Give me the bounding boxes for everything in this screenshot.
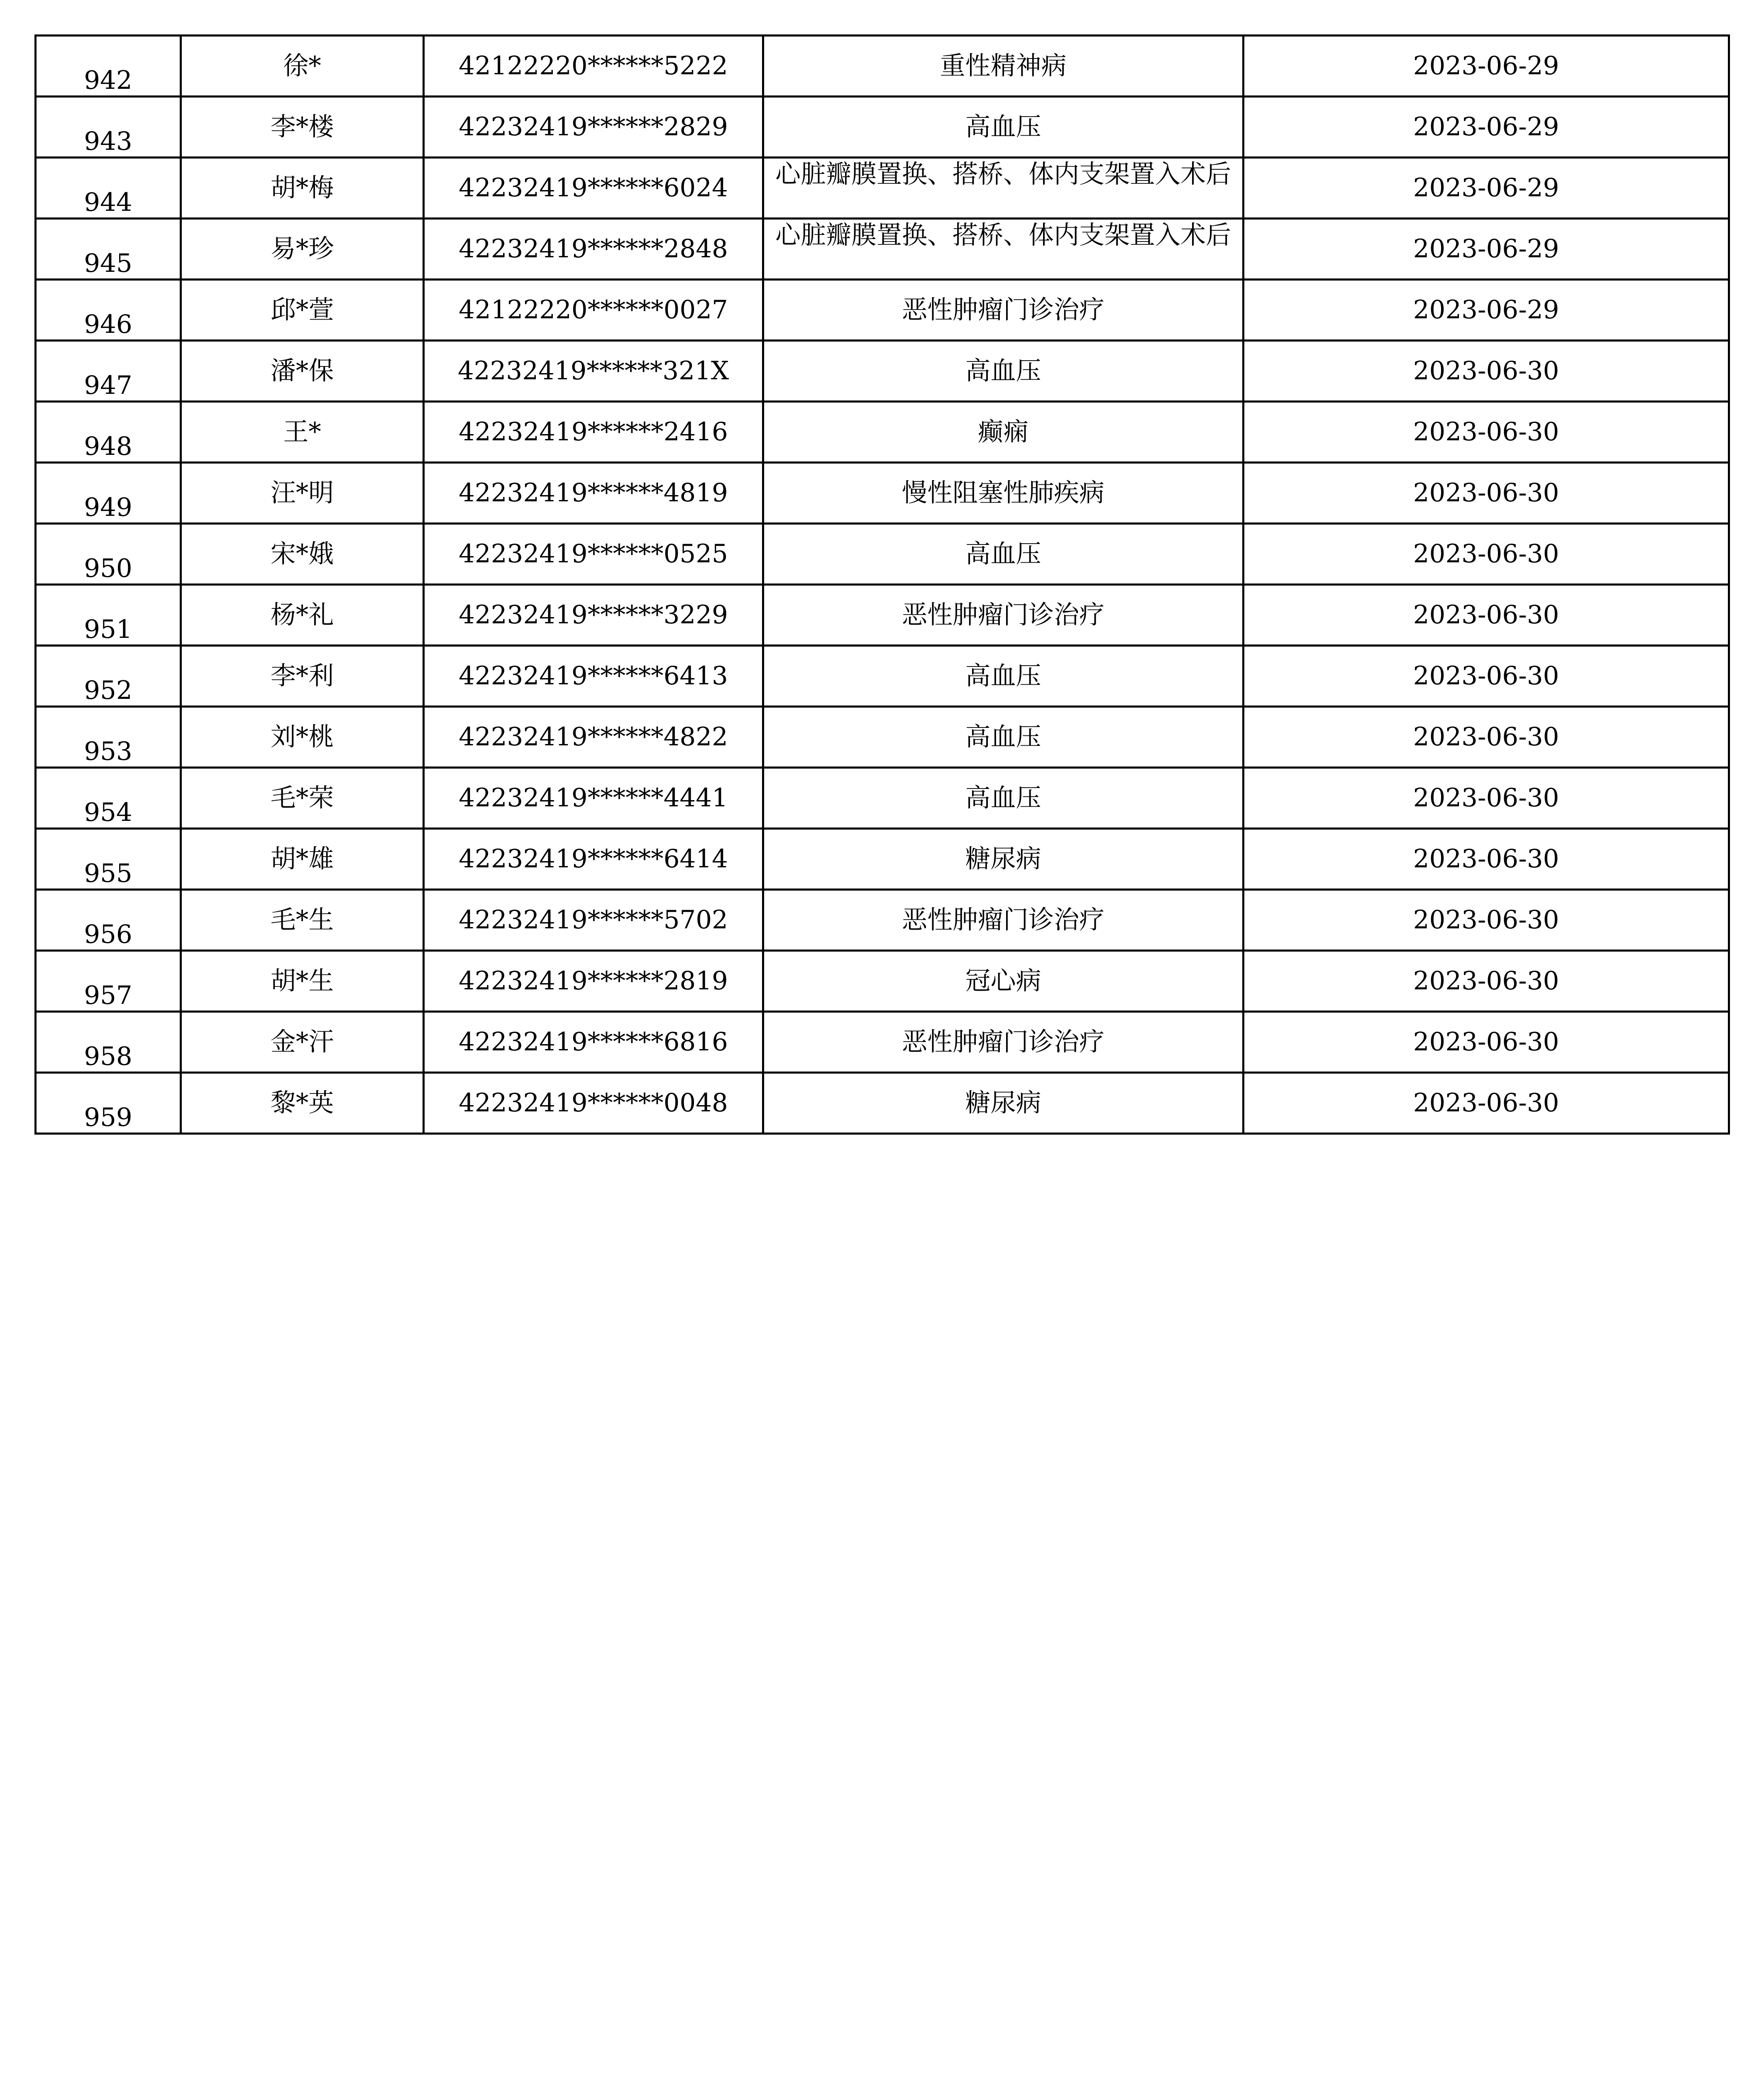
disease-name: 糖尿病 xyxy=(965,844,1041,874)
id-number: 42232419******2829 xyxy=(459,112,728,142)
table-row xyxy=(36,585,1729,646)
disease-name: 糖尿病 xyxy=(965,1088,1041,1118)
disease-cell xyxy=(763,707,1244,768)
name-cell xyxy=(181,341,424,402)
patient-name: 胡*雄 xyxy=(270,844,334,874)
disease-name: 心脏瓣膜置换、搭桥、体内支架置入术后 xyxy=(775,220,1231,250)
patient-name: 李*楼 xyxy=(270,112,334,142)
id-cell xyxy=(424,402,763,463)
id-cell xyxy=(424,707,763,768)
disease-name: 高血压 xyxy=(965,539,1041,569)
record-date: 2023-06-30 xyxy=(1413,478,1559,508)
table-row xyxy=(36,707,1729,768)
table-row xyxy=(36,402,1729,463)
row-number: 959 xyxy=(84,1103,132,1132)
record-date: 2023-06-30 xyxy=(1413,1027,1559,1057)
row-number-cell xyxy=(36,768,181,829)
row-number-cell xyxy=(36,402,181,463)
row-number: 951 xyxy=(84,615,132,644)
patient-name: 刘*桃 xyxy=(270,722,334,752)
disease-name: 恶性肿瘤门诊治疗 xyxy=(902,1027,1104,1057)
patient-name: 徐* xyxy=(283,51,321,81)
disease-cell xyxy=(763,1073,1244,1134)
date-cell xyxy=(1244,463,1729,524)
id-cell xyxy=(424,341,763,402)
id-number: 42232419******2848 xyxy=(459,234,728,264)
date-cell xyxy=(1244,341,1729,402)
id-number: 42232419******0048 xyxy=(459,1088,728,1118)
row-number: 956 xyxy=(84,920,132,949)
table-row xyxy=(36,951,1729,1012)
row-number-cell xyxy=(36,1073,181,1134)
disease-name: 高血压 xyxy=(965,722,1041,752)
row-number: 949 xyxy=(84,493,132,522)
disease-name: 恶性肿瘤门诊治疗 xyxy=(902,905,1104,935)
row-number: 950 xyxy=(84,554,132,583)
record-date: 2023-06-29 xyxy=(1413,51,1559,81)
id-cell xyxy=(424,829,763,890)
record-date: 2023-06-29 xyxy=(1413,295,1559,325)
record-date: 2023-06-30 xyxy=(1413,966,1559,996)
name-cell xyxy=(181,158,424,219)
record-date: 2023-06-30 xyxy=(1413,600,1559,630)
record-date: 2023-06-29 xyxy=(1413,173,1559,203)
date-cell xyxy=(1244,36,1729,97)
name-cell xyxy=(181,1012,424,1073)
disease-cell xyxy=(763,219,1244,280)
date-cell xyxy=(1244,951,1729,1012)
id-number: 42232419******2416 xyxy=(459,417,728,447)
name-cell xyxy=(181,280,424,341)
disease-name: 癫痫 xyxy=(977,417,1029,447)
id-cell xyxy=(424,97,763,158)
row-number-cell xyxy=(36,280,181,341)
date-cell xyxy=(1244,402,1729,463)
date-cell xyxy=(1244,585,1729,646)
disease-cell xyxy=(763,585,1244,646)
row-number-cell xyxy=(36,646,181,707)
table-row xyxy=(36,97,1729,158)
row-number-cell xyxy=(36,585,181,646)
row-number: 953 xyxy=(84,737,132,766)
date-cell xyxy=(1244,1073,1729,1134)
record-date: 2023-06-30 xyxy=(1413,844,1559,874)
id-cell xyxy=(424,524,763,585)
name-cell xyxy=(181,951,424,1012)
id-number: 42232419******2819 xyxy=(459,966,728,996)
date-cell xyxy=(1244,890,1729,951)
patient-name: 杨*礼 xyxy=(270,600,334,630)
row-number: 958 xyxy=(84,1042,132,1071)
id-cell xyxy=(424,219,763,280)
row-number: 947 xyxy=(84,371,132,400)
date-cell xyxy=(1244,829,1729,890)
disease-cell xyxy=(763,402,1244,463)
id-number: 42232419******5702 xyxy=(459,905,728,935)
row-number-cell xyxy=(36,341,181,402)
row-number: 944 xyxy=(84,188,132,217)
table-row xyxy=(36,158,1729,219)
record-date: 2023-06-29 xyxy=(1413,112,1559,142)
disease-name: 恶性肿瘤门诊治疗 xyxy=(902,600,1104,630)
id-cell xyxy=(424,36,763,97)
patient-name: 黎*英 xyxy=(270,1088,334,1118)
patient-name: 毛*荣 xyxy=(270,783,334,813)
disease-cell xyxy=(763,951,1244,1012)
disease-cell xyxy=(763,97,1244,158)
row-number: 945 xyxy=(84,249,132,278)
row-number: 942 xyxy=(84,66,132,95)
record-date: 2023-06-30 xyxy=(1413,539,1559,569)
id-cell xyxy=(424,768,763,829)
disease-cell xyxy=(763,1012,1244,1073)
id-number: 42232419******6414 xyxy=(459,844,728,874)
name-cell xyxy=(181,707,424,768)
patient-name: 邱*萱 xyxy=(270,295,334,325)
disease-cell xyxy=(763,829,1244,890)
disease-cell xyxy=(763,36,1244,97)
id-cell xyxy=(424,158,763,219)
name-cell xyxy=(181,829,424,890)
row-number: 943 xyxy=(84,127,132,156)
row-number: 952 xyxy=(84,676,132,705)
disease-cell xyxy=(763,341,1244,402)
name-cell xyxy=(181,463,424,524)
id-number: 42122220******0027 xyxy=(459,295,728,325)
name-cell xyxy=(181,97,424,158)
id-number: 42122220******5222 xyxy=(459,51,728,81)
date-cell xyxy=(1244,524,1729,585)
record-date: 2023-06-30 xyxy=(1413,417,1559,447)
disease-cell xyxy=(763,890,1244,951)
disease-name: 恶性肿瘤门诊治疗 xyxy=(902,295,1104,325)
name-cell xyxy=(181,585,424,646)
row-number-cell xyxy=(36,219,181,280)
record-date: 2023-06-30 xyxy=(1413,905,1559,935)
record-date: 2023-06-30 xyxy=(1413,356,1559,386)
id-number: 42232419******321X xyxy=(457,356,729,386)
patient-name: 潘*保 xyxy=(270,356,334,386)
name-cell xyxy=(181,646,424,707)
name-cell xyxy=(181,1073,424,1134)
id-cell xyxy=(424,585,763,646)
disease-name: 心脏瓣膜置换、搭桥、体内支架置入术后 xyxy=(775,159,1231,189)
record-date: 2023-06-30 xyxy=(1413,661,1559,691)
records-table-body xyxy=(36,36,1729,1134)
table-row xyxy=(36,36,1729,97)
row-number-cell xyxy=(36,158,181,219)
date-cell xyxy=(1244,158,1729,219)
row-number-cell xyxy=(36,951,181,1012)
date-cell xyxy=(1244,97,1729,158)
patient-name: 金*汗 xyxy=(270,1027,334,1057)
row-number: 948 xyxy=(84,432,132,461)
id-number: 42232419******3229 xyxy=(459,600,728,630)
date-cell xyxy=(1244,707,1729,768)
name-cell xyxy=(181,219,424,280)
disease-name: 高血压 xyxy=(965,356,1041,386)
table-row xyxy=(36,768,1729,829)
id-number: 42232419******0525 xyxy=(459,539,728,569)
name-cell xyxy=(181,402,424,463)
id-cell xyxy=(424,646,763,707)
name-cell xyxy=(181,890,424,951)
table-row xyxy=(36,1073,1729,1134)
patient-name: 汪*明 xyxy=(270,478,334,508)
row-number: 955 xyxy=(84,859,132,888)
disease-cell xyxy=(763,524,1244,585)
disease-name: 重性精神病 xyxy=(940,51,1067,81)
row-number: 954 xyxy=(84,798,132,827)
record-date: 2023-06-30 xyxy=(1413,1088,1559,1118)
id-number: 42232419******4822 xyxy=(459,722,728,752)
patient-name: 毛*生 xyxy=(270,905,334,935)
disease-name: 冠心病 xyxy=(965,966,1041,996)
name-cell xyxy=(181,768,424,829)
date-cell xyxy=(1244,1012,1729,1073)
id-number: 42232419******6413 xyxy=(459,661,728,691)
patient-name: 易*珍 xyxy=(270,234,334,264)
record-date: 2023-06-30 xyxy=(1413,722,1559,752)
id-cell xyxy=(424,1073,763,1134)
disease-name: 高血压 xyxy=(965,112,1041,142)
date-cell xyxy=(1244,219,1729,280)
disease-name: 高血压 xyxy=(965,661,1041,691)
disease-cell xyxy=(763,768,1244,829)
id-cell xyxy=(424,463,763,524)
date-cell xyxy=(1244,768,1729,829)
patient-name: 王* xyxy=(283,417,321,447)
id-cell xyxy=(424,280,763,341)
patient-name: 胡*梅 xyxy=(270,173,334,203)
id-number: 42232419******4441 xyxy=(459,783,728,813)
row-number: 957 xyxy=(84,981,132,1010)
name-cell xyxy=(181,36,424,97)
id-number: 42232419******4819 xyxy=(459,478,728,508)
disease-name: 慢性阻塞性肺疾病 xyxy=(902,478,1104,508)
table-row xyxy=(36,1012,1729,1073)
id-number: 42232419******6816 xyxy=(459,1027,728,1057)
date-cell xyxy=(1244,646,1729,707)
disease-cell xyxy=(763,158,1244,219)
disease-cell xyxy=(763,646,1244,707)
table-row xyxy=(36,341,1729,402)
table-row xyxy=(36,280,1729,341)
patient-name: 胡*生 xyxy=(270,966,334,996)
row-number-cell xyxy=(36,463,181,524)
row-number-cell xyxy=(36,829,181,890)
records-table xyxy=(34,34,1730,1135)
id-number: 42232419******6024 xyxy=(459,173,728,203)
table-row xyxy=(36,829,1729,890)
disease-cell xyxy=(763,463,1244,524)
record-date: 2023-06-30 xyxy=(1413,783,1559,813)
row-number-cell xyxy=(36,36,181,97)
table-row xyxy=(36,890,1729,951)
row-number-cell xyxy=(36,524,181,585)
row-number-cell xyxy=(36,890,181,951)
table-row xyxy=(36,524,1729,585)
table-row xyxy=(36,463,1729,524)
date-cell xyxy=(1244,280,1729,341)
row-number-cell xyxy=(36,707,181,768)
disease-cell xyxy=(763,280,1244,341)
table-row xyxy=(36,646,1729,707)
row-number: 946 xyxy=(84,310,132,339)
disease-name: 高血压 xyxy=(965,783,1041,813)
patient-name: 李*利 xyxy=(270,661,334,691)
name-cell xyxy=(181,524,424,585)
patient-name: 宋*娥 xyxy=(270,539,334,569)
record-date: 2023-06-29 xyxy=(1413,234,1559,264)
row-number-cell xyxy=(36,1012,181,1073)
table-row xyxy=(36,219,1729,280)
row-number-cell xyxy=(36,97,181,158)
id-cell xyxy=(424,1012,763,1073)
id-cell xyxy=(424,951,763,1012)
id-cell xyxy=(424,890,763,951)
